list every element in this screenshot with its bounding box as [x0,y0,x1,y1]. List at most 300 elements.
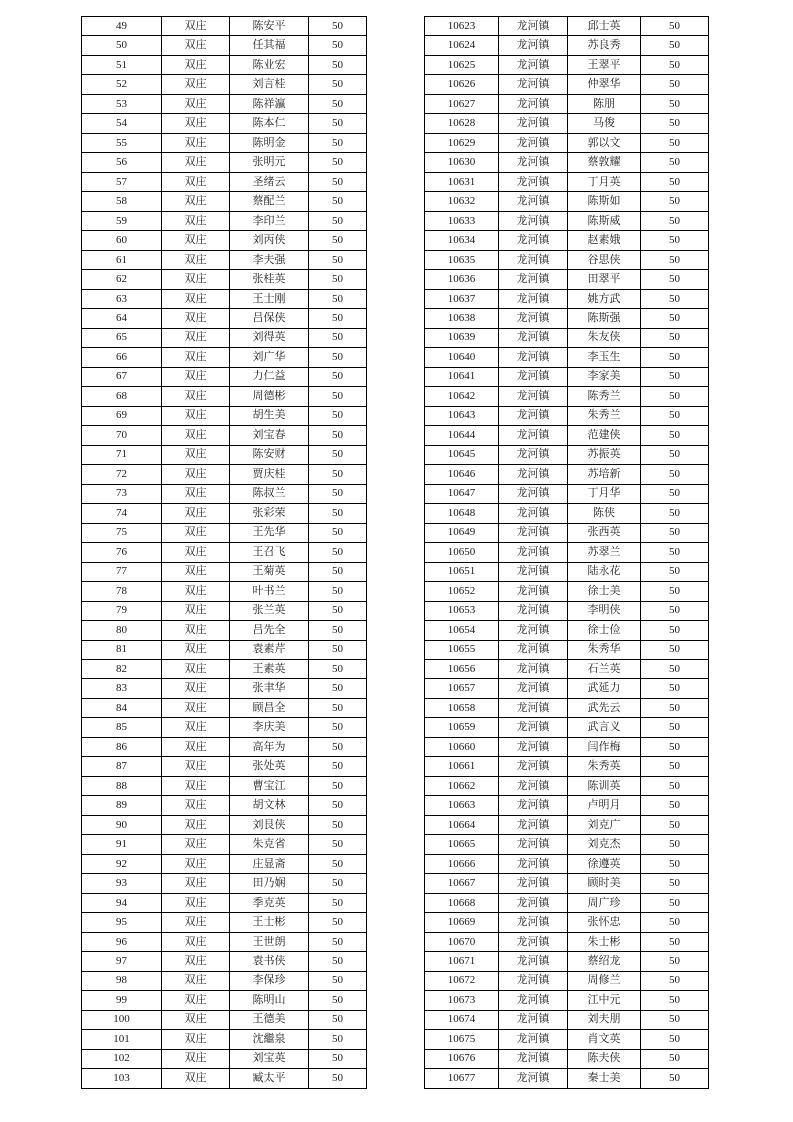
amount-cell: 50 [641,348,709,367]
area-cell: 双庄 [162,426,230,445]
amount-cell: 50 [309,562,367,581]
name-cell: 李家美 [568,367,641,386]
area-cell: 龙河镇 [499,250,568,269]
amount-cell: 50 [309,1049,367,1068]
area-cell: 双庄 [162,913,230,932]
serial-cell: 100 [82,1010,162,1029]
serial-cell: 10623 [425,17,499,36]
name-cell: 张聿华 [230,679,309,698]
table-row [82,445,367,464]
area-cell: 双庄 [162,231,230,250]
name-cell: 闫作梅 [568,737,641,756]
serial-cell: 10640 [425,348,499,367]
table-row [425,971,709,990]
area-cell: 双庄 [162,94,230,113]
area-cell: 双庄 [162,659,230,678]
table-row [425,348,709,367]
table-row [425,445,709,464]
table-row [425,55,709,74]
serial-cell: 81 [82,640,162,659]
table-row [82,55,367,74]
area-cell: 双庄 [162,36,230,55]
area-cell: 龙河镇 [499,348,568,367]
table-row [82,835,367,854]
roster-table-right [424,16,709,1089]
table-row [82,387,367,406]
serial-cell: 96 [82,932,162,951]
area-cell: 双庄 [162,621,230,640]
serial-cell: 10624 [425,36,499,55]
area-cell: 龙河镇 [499,445,568,464]
serial-cell: 55 [82,133,162,152]
name-cell: 张处英 [230,757,309,776]
table-row [425,114,709,133]
amount-cell: 50 [641,484,709,503]
amount-cell: 50 [641,133,709,152]
serial-cell: 10646 [425,465,499,484]
area-cell: 龙河镇 [499,289,568,308]
table-row [82,75,367,94]
amount-cell: 50 [641,893,709,912]
amount-cell: 50 [309,1069,367,1089]
amount-cell: 50 [309,932,367,951]
name-cell: 陈斯威 [568,211,641,230]
area-cell: 龙河镇 [499,932,568,951]
table-row [82,1010,367,1029]
serial-cell: 10635 [425,250,499,269]
amount-cell: 50 [641,757,709,776]
serial-cell: 69 [82,406,162,425]
table-row [82,172,367,191]
serial-cell: 87 [82,757,162,776]
amount-cell: 50 [309,776,367,795]
name-cell: 陈斯强 [568,309,641,328]
table-row [425,133,709,152]
area-cell: 龙河镇 [499,309,568,328]
amount-cell: 50 [641,231,709,250]
amount-cell: 50 [641,1030,709,1049]
area-cell: 龙河镇 [499,133,568,152]
table-row [425,796,709,815]
area-cell: 龙河镇 [499,757,568,776]
name-cell: 顾昌全 [230,698,309,717]
area-cell: 双庄 [162,211,230,230]
serial-cell: 10627 [425,94,499,113]
amount-cell: 50 [309,94,367,113]
area-cell: 龙河镇 [499,172,568,191]
table-row [82,952,367,971]
amount-cell: 50 [309,270,367,289]
serial-cell: 10643 [425,406,499,425]
area-cell: 龙河镇 [499,562,568,581]
name-cell: 徐士俭 [568,621,641,640]
area-cell: 龙河镇 [499,991,568,1010]
name-cell: 周广珍 [568,893,641,912]
amount-cell: 50 [309,17,367,36]
table-row [82,582,367,601]
table-row [82,893,367,912]
serial-cell: 89 [82,796,162,815]
area-cell: 双庄 [162,543,230,562]
table-row [82,621,367,640]
serial-cell: 95 [82,913,162,932]
amount-cell: 50 [309,348,367,367]
area-cell: 龙河镇 [499,406,568,425]
amount-cell: 50 [641,172,709,191]
table-row [82,504,367,523]
serial-cell: 10674 [425,1010,499,1029]
name-cell: 季克英 [230,893,309,912]
serial-cell: 86 [82,737,162,756]
amount-cell: 50 [309,893,367,912]
serial-cell: 52 [82,75,162,94]
serial-cell: 10661 [425,757,499,776]
table-row [425,1049,709,1068]
name-cell: 庄显斋 [230,854,309,873]
area-cell: 双庄 [162,1010,230,1029]
serial-cell: 10667 [425,874,499,893]
table-row [82,153,367,172]
name-cell: 姚方武 [568,289,641,308]
area-cell: 龙河镇 [499,1049,568,1068]
serial-cell: 68 [82,387,162,406]
serial-cell: 56 [82,153,162,172]
amount-cell: 50 [641,776,709,795]
amount-cell: 50 [641,952,709,971]
name-cell: 朱士彬 [568,932,641,951]
table-row [82,1030,367,1049]
area-cell: 龙河镇 [499,893,568,912]
serial-cell: 10663 [425,796,499,815]
serial-cell: 79 [82,601,162,620]
amount-cell: 50 [641,426,709,445]
area-cell: 双庄 [162,640,230,659]
serial-cell: 60 [82,231,162,250]
serial-cell: 10664 [425,815,499,834]
name-cell: 武先云 [568,698,641,717]
area-cell: 双庄 [162,484,230,503]
amount-cell: 50 [641,913,709,932]
name-cell: 陈秀兰 [568,387,641,406]
serial-cell: 10676 [425,1049,499,1068]
serial-cell: 10631 [425,172,499,191]
name-cell: 赵素娥 [568,231,641,250]
name-cell: 马俊 [568,114,641,133]
serial-cell: 10649 [425,523,499,542]
area-cell: 双庄 [162,1069,230,1089]
table-row [82,757,367,776]
serial-cell: 10654 [425,621,499,640]
area-cell: 双庄 [162,289,230,308]
area-cell: 龙河镇 [499,1030,568,1049]
name-cell: 王先华 [230,523,309,542]
amount-cell: 50 [641,698,709,717]
area-cell: 龙河镇 [499,94,568,113]
table-row [82,913,367,932]
name-cell: 顾时美 [568,874,641,893]
area-cell: 龙河镇 [499,835,568,854]
serial-cell: 10659 [425,718,499,737]
area-cell: 龙河镇 [499,55,568,74]
serial-cell: 10642 [425,387,499,406]
amount-cell: 50 [309,1030,367,1049]
serial-cell: 10647 [425,484,499,503]
area-cell: 龙河镇 [499,523,568,542]
table-row [425,211,709,230]
serial-cell: 10675 [425,1030,499,1049]
amount-cell: 50 [641,640,709,659]
area-cell: 双庄 [162,328,230,347]
serial-cell: 50 [82,36,162,55]
amount-cell: 50 [309,75,367,94]
amount-cell: 50 [309,211,367,230]
name-cell: 陈本仁 [230,114,309,133]
amount-cell: 50 [309,406,367,425]
serial-cell: 10637 [425,289,499,308]
table-row [82,289,367,308]
name-cell: 江中元 [568,991,641,1010]
name-cell: 丁月华 [568,484,641,503]
name-cell: 刘宝春 [230,426,309,445]
name-cell: 王召飞 [230,543,309,562]
name-cell: 肖文英 [568,1030,641,1049]
table-row [425,36,709,55]
name-cell: 陈朋 [568,94,641,113]
table-row [425,250,709,269]
table-row [425,835,709,854]
amount-cell: 50 [641,582,709,601]
serial-cell: 10648 [425,504,499,523]
amount-cell: 50 [641,971,709,990]
name-cell: 圣绪云 [230,172,309,191]
area-cell: 龙河镇 [499,1010,568,1029]
serial-cell: 10633 [425,211,499,230]
area-cell: 双庄 [162,582,230,601]
name-cell: 陈业宏 [230,55,309,74]
table-row [82,328,367,347]
name-cell: 陈夫侠 [568,1049,641,1068]
serial-cell: 10655 [425,640,499,659]
name-cell: 胡文林 [230,796,309,815]
serial-cell: 10651 [425,562,499,581]
serial-cell: 10628 [425,114,499,133]
name-cell: 陈明山 [230,991,309,1010]
serial-cell: 10665 [425,835,499,854]
name-cell: 吕保侠 [230,309,309,328]
name-cell: 周德彬 [230,387,309,406]
amount-cell: 50 [641,621,709,640]
amount-cell: 50 [641,55,709,74]
name-cell: 武言义 [568,718,641,737]
area-cell: 龙河镇 [499,211,568,230]
area-cell: 双庄 [162,172,230,191]
serial-cell: 71 [82,445,162,464]
name-cell: 陈叔兰 [230,484,309,503]
area-cell: 双庄 [162,971,230,990]
name-cell: 丁月英 [568,172,641,191]
table-row [82,971,367,990]
area-cell: 双庄 [162,133,230,152]
table-row [82,309,367,328]
name-cell: 张怀忠 [568,913,641,932]
area-cell: 龙河镇 [499,543,568,562]
amount-cell: 50 [309,913,367,932]
name-cell: 高年为 [230,737,309,756]
area-cell: 双庄 [162,1049,230,1068]
serial-cell: 10636 [425,270,499,289]
table-row [425,367,709,386]
table-row [425,289,709,308]
area-cell: 双庄 [162,153,230,172]
name-cell: 陈安平 [230,17,309,36]
area-cell: 双庄 [162,17,230,36]
serial-cell: 53 [82,94,162,113]
amount-cell: 50 [641,562,709,581]
serial-cell: 10662 [425,776,499,795]
serial-cell: 84 [82,698,162,717]
table-row [82,133,367,152]
serial-cell: 10670 [425,932,499,951]
table-row [82,776,367,795]
area-cell: 龙河镇 [499,971,568,990]
amount-cell: 50 [641,854,709,873]
area-cell: 龙河镇 [499,114,568,133]
amount-cell: 50 [309,640,367,659]
area-cell: 龙河镇 [499,270,568,289]
table-row [82,484,367,503]
name-cell: 王菊英 [230,562,309,581]
name-cell: 李玉生 [568,348,641,367]
table-row [82,94,367,113]
name-cell: 邱士英 [568,17,641,36]
name-cell: 力仁益 [230,367,309,386]
table-row [425,757,709,776]
table-row [425,1030,709,1049]
name-cell: 王翠平 [568,55,641,74]
name-cell: 李夫强 [230,250,309,269]
serial-cell: 10660 [425,737,499,756]
table-row [425,231,709,250]
area-cell: 双庄 [162,75,230,94]
serial-cell: 10632 [425,192,499,211]
table-row [425,1010,709,1029]
table-row [425,75,709,94]
area-cell: 龙河镇 [499,854,568,873]
amount-cell: 50 [309,698,367,717]
serial-cell: 73 [82,484,162,503]
name-cell: 陈祥瀛 [230,94,309,113]
table-row [425,192,709,211]
name-cell: 李庆美 [230,718,309,737]
serial-cell: 90 [82,815,162,834]
name-cell: 王士彬 [230,913,309,932]
name-cell: 刘宝英 [230,1049,309,1068]
amount-cell: 50 [641,192,709,211]
serial-cell: 83 [82,679,162,698]
serial-cell: 76 [82,543,162,562]
name-cell: 徐遵英 [568,854,641,873]
serial-cell: 77 [82,562,162,581]
area-cell: 双庄 [162,309,230,328]
name-cell: 石兰英 [568,659,641,678]
area-cell: 双庄 [162,523,230,542]
area-cell: 双庄 [162,757,230,776]
amount-cell: 50 [309,504,367,523]
amount-cell: 50 [309,718,367,737]
amount-cell: 50 [641,367,709,386]
amount-cell: 50 [309,815,367,834]
amount-cell: 50 [641,211,709,230]
table-row [425,737,709,756]
table-row [425,387,709,406]
serial-cell: 82 [82,659,162,678]
name-cell: 王德美 [230,1010,309,1029]
serial-cell: 10671 [425,952,499,971]
name-cell: 李保珍 [230,971,309,990]
table-row [425,523,709,542]
area-cell: 龙河镇 [499,815,568,834]
name-cell: 朱秀兰 [568,406,641,425]
table-row [82,114,367,133]
serial-cell: 10658 [425,698,499,717]
area-cell: 龙河镇 [499,776,568,795]
table-row [82,192,367,211]
name-cell: 徐士美 [568,582,641,601]
table-row [425,406,709,425]
area-cell: 双庄 [162,55,230,74]
serial-cell: 10641 [425,367,499,386]
amount-cell: 50 [309,445,367,464]
serial-cell: 51 [82,55,162,74]
serial-cell: 10650 [425,543,499,562]
serial-cell: 80 [82,621,162,640]
amount-cell: 50 [309,971,367,990]
table-row [425,952,709,971]
area-cell: 龙河镇 [499,192,568,211]
table-row [82,679,367,698]
name-cell: 张桂英 [230,270,309,289]
area-cell: 双庄 [162,874,230,893]
name-cell: 苏翠兰 [568,543,641,562]
amount-cell: 50 [641,1069,709,1089]
table-row [425,543,709,562]
area-cell: 龙河镇 [499,75,568,94]
area-cell: 龙河镇 [499,718,568,737]
amount-cell: 50 [309,289,367,308]
area-cell: 双庄 [162,348,230,367]
area-cell: 龙河镇 [499,17,568,36]
area-cell: 龙河镇 [499,465,568,484]
table-row [82,406,367,425]
table-row [82,874,367,893]
area-cell: 双庄 [162,406,230,425]
area-cell: 龙河镇 [499,640,568,659]
name-cell: 李明侠 [568,601,641,620]
serial-cell: 10673 [425,991,499,1010]
area-cell: 双庄 [162,932,230,951]
amount-cell: 50 [309,991,367,1010]
area-cell: 双庄 [162,698,230,717]
serial-cell: 10645 [425,445,499,464]
amount-cell: 50 [309,426,367,445]
serial-cell: 74 [82,504,162,523]
amount-cell: 50 [309,153,367,172]
amount-cell: 50 [309,309,367,328]
table-row [82,523,367,542]
name-cell: 卢明月 [568,796,641,815]
name-cell: 张兰英 [230,601,309,620]
serial-cell: 101 [82,1030,162,1049]
